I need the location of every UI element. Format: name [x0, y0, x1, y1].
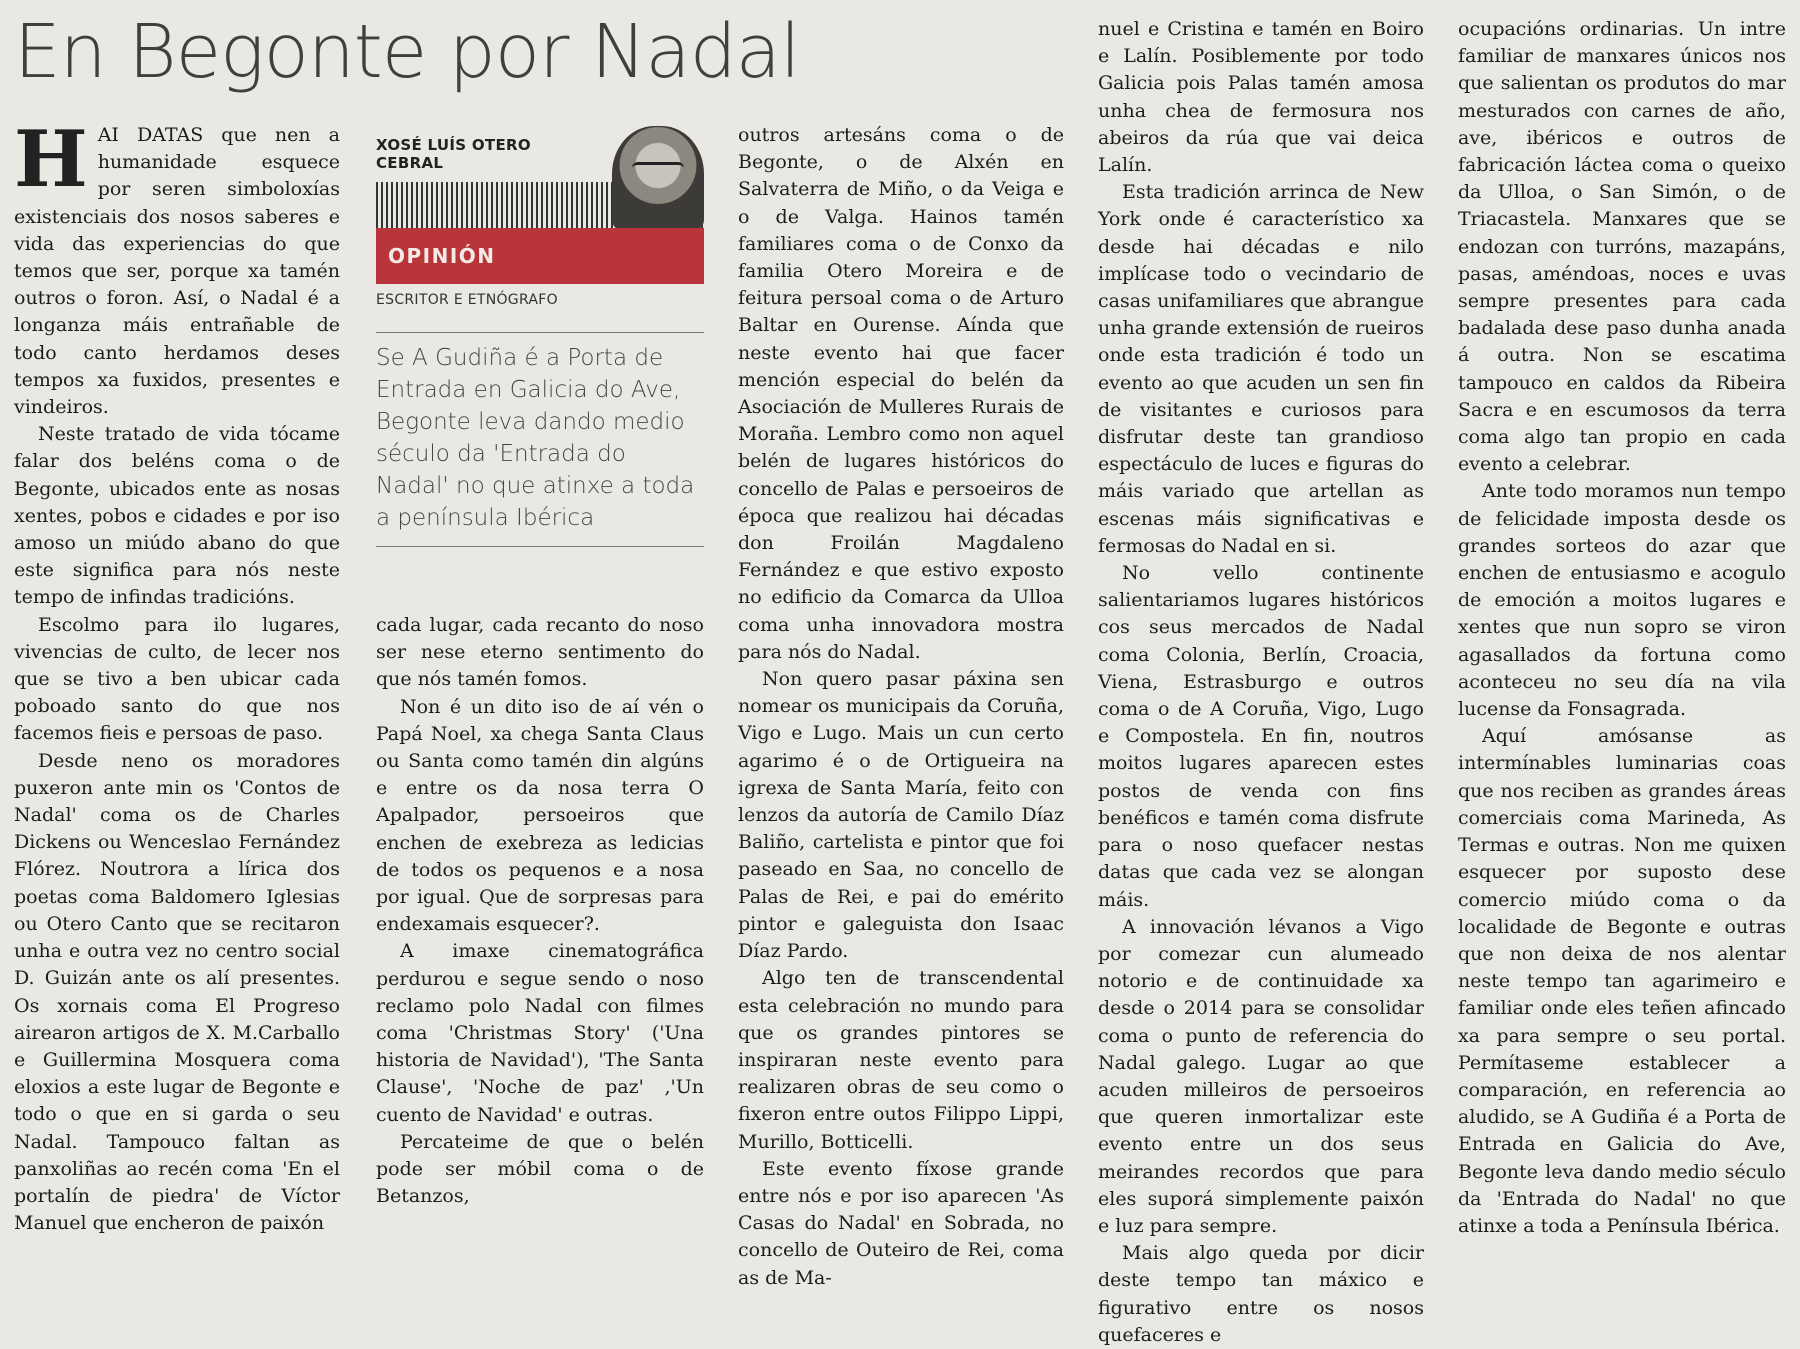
paragraph: Neste tratado de vida tócame falar dos beléns coma o de Begonte, ubicados ente as nosas xentes, pobos e cidades e por iso amoso un miúdo abano do que este significa para nós neste tempo de infindas tradicións.	[14, 423, 340, 609]
author-name: XOSÉ LUÍS OTERO CEBRAL	[376, 136, 531, 172]
pull-quote: Se A Gudiña é a Porta de Entrada en Galicia do Ave, Begonte leva dando medio século da 'Entrada do Nadal' no que atinxe a toda a península Ibérica	[376, 345, 695, 531]
paragraph: A innovación lévanos a Vigo por comezar cun alumeado notorio e de continuidade xa desde o 2014 para se consolidar coma o punto de referencia do Nadal galego. Lugar ao que acuden milleiros de persoeiros que queren inmortalizar este evento entre un dos seus meirandes recordos que para eles suporá simplemente paixón e luz para sempre.	[1098, 915, 1424, 1237]
author-portrait	[612, 126, 704, 230]
paragraph: Non quero pasar páxina sen nomear os municipais da Coruña, Vigo e Lugo. Mais un cun certo agarimo é o de Ortigueira na igrexa de Santa María, feito con lenzos da autoría de Camilo Díaz Baliño, cartelista e pintor que foi paseado en Saa, no concello de Palas de Rei, e pai do emérito pintor e galeguista don Isaac Díaz Pardo.	[738, 668, 1064, 963]
paragraph: Aquí amósanse as intermínables luminarias coas que nos reciben as grandes áreas comerciais coma Marineda, As Termas e outras. Non me quixen esquecer por suposto dese comercio miúdo coma o da localidade de Begonte e outras que non deixa de nos alentar neste tempo tan agarimeiro e familiar onde eles teñen afincado xa para sempre o seu portal. Permítaseme establecer a comparación, en referencia ao aludido, se A Gudiña é a Porta de Entrada en Galicia do Ave, Begonte leva dando medio século da 'Entrada do Nadal' no que atinxe a toda a Península Ibérica.	[1458, 725, 1786, 1237]
opinion-byline-box	[376, 122, 704, 582]
glasses-shape	[632, 162, 684, 179]
article-column-5	[1458, 16, 1786, 1237]
paragraph: outros artesáns coma o de Begonte, o de Alxén en Salvaterra de Miño, o da Veiga e o de Valga. Hainos tamén familiares coma o de Conxo da familia Otero Moreira e de feitura persoal coma o de Arturo Baltar en Ourense. Aínda que neste evento hai que facer mención especial do belén da Asociación de Mulleres Rurais de Moraña. Lembro como non aquel belén de lugares históricos do concello de Palas e persoeiros de época que realizou hai décadas don Froilán Magdaleno Fernández e que estivo exposto no edificio da Comarca da Ulloa coma unha innovadora mostra para nós do Nadal.	[738, 124, 1064, 663]
article-column-3	[738, 122, 1064, 1289]
paragraph: ocupacións ordinarias. Un intre familiar de manxares únicos nos que salientan os produtos do mar mesturados con carnes de año, ave, ibéricos e outros de fabricación láctea coma o queixo da Ulloa, o San Simón, o de Triacastela. Manxares que se endozan con turróns, mazapáns, pasas, améndoas, noces e uvas sempre presentes para cada badalada dese paso dunha anada á outra. Non se escatima tampouco en caldos da Ribeira Sacra e en escumosos da terra coma algo tan propio en cada evento a celebrar.	[1458, 18, 1786, 476]
paragraph: Algo ten de transcendental esta celebración no mundo para que os grandes pintores se inspiraran neste evento para realizaren obras de seu como o fixeron entre outos Filippo Lippi, Murillo, Botticelli.	[738, 967, 1064, 1153]
paragraph: Esta tradición arrinca de New York onde é característico xa desde hai décadas e nilo implícase todo o vecindario de casas unifamiliares que abrangue unha grande extensión de rueiros onde esta tradición é todo un evento ao que acuden un sen fin de visitantes e curiosos para disfrutar deste tan grandioso espectáculo de luces e figuras do máis variado que artellan as escenas máis significativas e fermosas do Nadal en si.	[1098, 181, 1424, 557]
paragraph: Desde neno os moradores puxeron ante min os 'Contos de Nadal' coma os de Charles Dickens ou Wenceslao Fernández Flórez. Noutrora a lírica dos poetas coma Baldomero Iglesias ou Otero Canto que se recitaron unha e outra vez no centro social D. Guizán ante os alí presentes. Os xornais coma El Progreso airearon artigos de X. M.Carballo e Guillermina Mosquera coma eloxios a este lugar de Begonte e todo o que en si garda o seu Nadal. Tampouco faltan as panxoliñas ao recén coma 'En el portalín de piedra' de Víctor Manuel que encheron de paixón	[14, 749, 340, 1235]
section-banner	[376, 228, 704, 284]
article-column-1	[14, 114, 340, 1235]
article-column-2	[376, 612, 704, 1208]
paragraph: No vello continente salientariamos lugares históricos cos seus mercados de Nadal coma Colonia, Berlín, Croacia, Viena, Estrasburgo e outros coma o de A Coruña, Vigo, Lugo e Compostela. En fin, noutros moitos lugares aparecen estes postos de venda con fins benéficos e tamén coma disfrute para o noso quefacer nestas datas que cada vez se alongan máis.	[1098, 562, 1424, 911]
paragraph: Percateime de que o belén pode ser móbil coma o de Betanzos,	[376, 1130, 704, 1208]
author-role: ESCRITOR E ETNÓGRAFO	[376, 292, 558, 308]
section-label: OPINIÓN	[388, 244, 496, 268]
paragraph: Non é un dito iso de aí vén o Papá Noel, xa chega Santa Claus ou Santa como tamén din algúns e entre os da nosa terra O Apalpador, persoeiros que enchen de exebreza as ledicias de todos os pequenos e a nosa por igual. Que de sorpresas para endexamais esquecer?.	[376, 695, 704, 936]
paragraph: Mais algo queda por dicir deste tempo tan máxico e figurativo entre os nosos quefaceres e	[1098, 1242, 1424, 1346]
divider	[376, 332, 704, 333]
paragraph: AI DATAS que nen a humanidade esquece por seren simboloxías existenciais dos nosos saberes e vida das experiencias do que temos que ser, porque xa tamén outros o foron. Así, o Nadal é a longanza máis entrañable de todo canto herdamos deses tempos xa fuxidos, presentes e vindeiros.	[14, 124, 340, 419]
paragraph: Este evento fíxose grande entre nós e por iso aparecen 'As Casas do Nadal' en Sobrada, no concello de Outeiro de Rei, coma as de Ma-	[738, 1157, 1064, 1289]
paragraph: Escolmo para ilo lugares, vivencias de culto, de lecer nos que se tivo a ben ubicar cada poboado santo do que nos facemos fieis e persoas de paso.	[14, 613, 340, 745]
drop-cap: H	[14, 114, 88, 205]
headline: En Begonte por Nadal	[14, 9, 800, 95]
divider	[376, 546, 704, 547]
paragraph: A imaxe cinematográfica perdurou e segue sendo o noso reclamo polo Nadal con filmes coma 'Christmas Story' ('Una historia de Navidad'), 'The Santa Clause', 'Noche de paz' ,'Un cuento de Navidad' e outras.	[376, 940, 704, 1126]
paragraph: nuel e Cristina e tamén en Boiro e Lalín. Posiblemente por todo Galicia pois Palas tamén amosa unha chea de fermosura nos abeiros da rúa que vai deica Lalín.	[1098, 18, 1424, 177]
paragraph: cada lugar, cada recanto do noso ser nese eterno sentimento do que nós tamén fomos.	[376, 614, 704, 691]
paragraph: Ante todo moramos nun tempo de felicidade imposta desde os grandes sorteos do azar que enchen de entusiasmo e acogulo de emoción a moitos lugares e xentes que nun sopro se viron agasallados da fortuna como aconteceu no seu día na vila lucense da Fonsagrada.	[1458, 480, 1786, 721]
article-column-4	[1098, 16, 1424, 1346]
